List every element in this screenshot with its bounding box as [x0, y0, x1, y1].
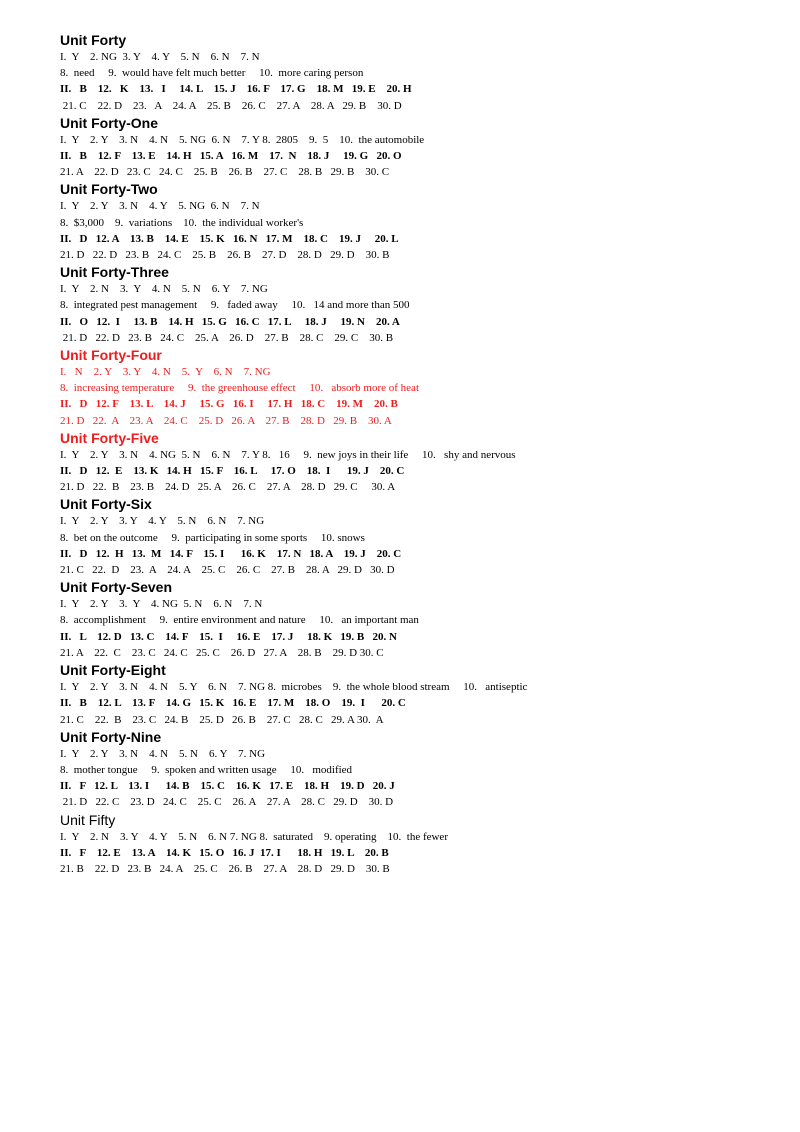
unit-title: Unit Forty-Seven: [60, 579, 173, 596]
section-ii-answers: II. B 12. F 13. E 14. H 15. A 16. M 17. N 18. J 19. G 20. O: [60, 150, 402, 163]
unit-section: [60, 429, 780, 447]
unit-section: [60, 811, 780, 878]
unit-title: Unit Forty-Three: [60, 264, 169, 281]
section-ii-answers: II. F 12. L 13. I 14. B 15. C 16. K 17. E 18. H 19. D 20. J: [60, 780, 395, 793]
unit-section: [60, 661, 780, 728]
answer-line: I. Y 2. N 3. Y 4. Y 5. N 6. N 7. NG 8. saturated 9. operating 10. the fewer: [60, 830, 448, 843]
answer-line: 8. mother tongue 9. spoken and written usage 10. modified: [60, 763, 353, 776]
unit-section: [60, 495, 780, 578]
answer-line: 8. increasing temperature 9. the greenhouse effect 10. absorb more of heat: [60, 382, 419, 395]
answer-line: I. Y 2. Y 3. N 4. N 5. Y 6. N 7. NG 8. microbes 9. the whole blood stream 10. antiseptic: [60, 681, 528, 694]
answer-line: I. Y 2. Y 3. Y 4. NG 5. N 6. N 7. N: [60, 598, 263, 611]
answer-line: 8. need 9. would have felt much better 10. more caring person: [60, 67, 364, 80]
answer-line: I. Y 2. Y 3. Y 4. Y 5. N 6. N 7. NG: [60, 515, 265, 528]
section-ii-answers: II. D 12. E 13. K 14. H 15. F 16. L 17. O 18. I 19. J 20. C: [60, 465, 405, 478]
unit-title: Unit Forty-Four: [60, 347, 162, 364]
unit-section: [60, 346, 780, 429]
answer-line: 21. C 22. B 23. C 24. B 25. D 26. B 27. C 28. C 29. A 30. A: [60, 713, 384, 726]
answer-line: 8. integrated pest management 9. faded away 10. 14 and more than 500: [60, 299, 410, 312]
answer-line: 8. $3,000 9. variations 10. the individual worker's: [60, 216, 304, 229]
unit-title: Unit Forty-One: [60, 114, 158, 131]
answer-line: 21. D 22. C 23. D 24. C 25. C 26. A 27. A 28. C 29. D 30. D: [60, 796, 394, 809]
unit-section: [60, 728, 780, 811]
answer-line: 21. D 22. B 23. B 24. D 25. A 26. C 27. A 28. D 29. C 30. A: [60, 481, 396, 494]
unit-section: [60, 447, 780, 496]
answer-line: 8. accomplishment 9. entire environment and nature 10. an important man: [60, 614, 419, 627]
answer-line: I. Y 2. Y 3. N 4. N 5. NG 6. N 7. Y 8. 2805 9. 5 10. the automobile: [60, 133, 425, 146]
unit-title: Unit Forty-Eight: [60, 662, 166, 679]
unit-section: [60, 31, 780, 114]
section-ii-answers: II. D 12. H 13. M 14. F 15. I 16. K 17. N 18. A 19. J 20. C: [60, 547, 402, 560]
section-ii-answers: II. D 12. A 13. B 14. E 15. K 16. N 17. M 18. C 19. J 20. L: [60, 232, 399, 245]
unit-section: [60, 578, 780, 661]
answer-key-document: [60, 31, 780, 877]
answer-line: I. Y 2. Y 3. N 4. N 5. N 6. Y 7. NG: [60, 747, 266, 760]
answer-line: I. Y 2. Y 3. N 4. NG 5. N 6. N 7. Y 8. 16 9. new joys in their life 10. shy and nervous: [60, 448, 516, 461]
answer-line: 21. C 22. D 23. A 24. A 25. B 26. C 27. A 28. A 29. B 30. D: [60, 99, 402, 112]
answer-line: I. Y 2. Y 3. N 4. Y 5. NG 6. N 7. N: [60, 200, 260, 213]
section-ii-answers: II. B 12. K 13. I 14. L 15. J 16. F 17. G 18. M 19. E 20. H: [60, 83, 412, 96]
unit-title: Unit Forty: [60, 32, 127, 48]
answer-line: 21. A 22. D 23. C 24. C 25. B 26. B 27. C 28. B 29. B 30. C: [60, 166, 390, 179]
answer-line: 8. bet on the outcome 9. participating in some sports 10. snows: [60, 531, 365, 544]
section-ii-answers: II. L 12. D 13. C 14. F 15. I 16. E 17. J 18. K 19. B 20. N: [60, 630, 397, 643]
unit-title: Unit Forty-Five: [60, 429, 159, 446]
answer-line: I. Y 2. N 3. Y 4. N 5. N 6. Y 7. NG: [60, 283, 268, 296]
answer-line: 21. D 22. A 23. A 24. C 25. D 26. A 27. B 28. D 29. B 30. A: [60, 414, 392, 427]
answer-line: 21. C 22. D 23. A 24. A 25. C 26. C 27. B 28. A 29. D 30. D: [60, 564, 395, 577]
answer-line: 21. B 22. D 23. B 24. A 25. C 26. B 27. A 28. D 29. D 30. B: [60, 862, 390, 875]
unit-title: Unit Forty-Nine: [60, 728, 162, 745]
answer-line: 21. D 22. D 23. B 24. C 25. B 26. B 27. D 28. D 29. D 30. B: [60, 249, 390, 262]
answer-line: 21. A 22. C 23. C 24. C 25. C 26. D 27. A 28. B 29. D 30. C: [60, 646, 384, 659]
answer-line: I. Y 2. NG 3. Y 4. Y 5. N 6. N 7. N: [60, 51, 260, 63]
answer-line: I. N 2. Y 3. Y 4. N 5. Y 6. N 7. NG: [60, 366, 271, 379]
unit-section: [60, 114, 780, 181]
unit-section: [60, 263, 780, 346]
unit-section: [60, 180, 780, 263]
unit-title: Unit Forty-Six: [60, 496, 152, 513]
answer-line: 21. D 22. D 23. B 24. C 25. A 26. D 27. B 28. C 29. C 30. B: [60, 331, 394, 344]
unit-title: Unit Fifty: [60, 811, 116, 828]
unit-title: Unit Forty-Two: [60, 181, 158, 198]
section-ii-answers: II. O 12. I 13. B 14. H 15. G 16. C 17. L 18. J 19. N 20. A: [60, 315, 400, 328]
section-ii-answers: II. D 12. F 13. L 14. J 15. G 16. I 17. H 18. C 19. M 20. B: [60, 398, 398, 411]
section-ii-answers: II. B 12. L 13. F 14. G 15. K 16. E 17. M 18. O 19. I 20. C: [60, 697, 406, 710]
section-ii-answers: II. F 12. E 13. A 14. K 15. O 16. J 17. I 18. H 19. L 20. B: [60, 846, 389, 859]
